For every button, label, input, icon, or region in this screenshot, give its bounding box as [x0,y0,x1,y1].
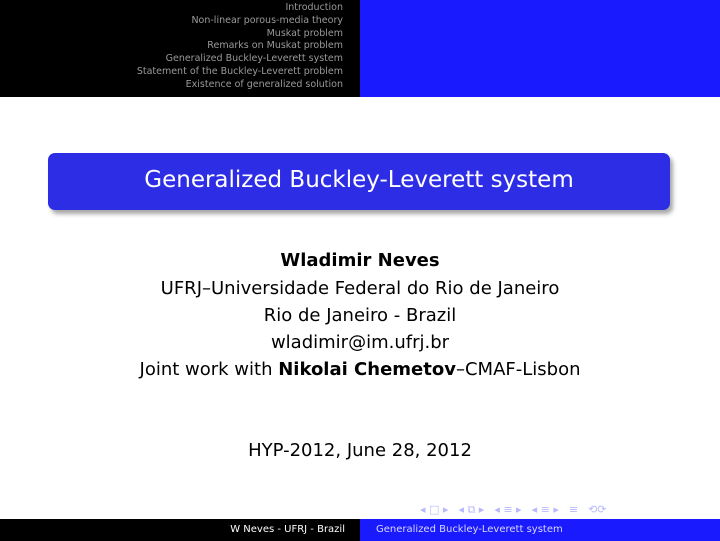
nav-item-muskat[interactable]: Muskat problem [266,27,343,39]
email: wladimir@im.ufrj.br [270,332,450,353]
nav-outline-icon[interactable]: ≡ [568,503,579,516]
footer-title-bar [360,519,720,541]
header-subsection-bar [360,0,720,97]
event-date: HYP-2012, June 28, 2012 [248,440,472,461]
location: Rio de Janeiro - Brazil [263,305,457,326]
footer-author-bar [0,519,360,541]
nav-item-buckley-leverett[interactable]: Generalized Buckley-Leverett system [165,53,343,65]
coauthor-name: Nikolai Chemetov [278,359,456,380]
nav-back-forward-icon[interactable]: ⟲⟳ [588,503,607,516]
beamer-navigation-symbols [420,503,607,517]
section-nav-list [137,2,343,92]
nav-section-icon[interactable]: ◂ ≡ ▸ [494,503,522,516]
joint-work-line [0,359,720,380]
coauthor-affiliation: –CMAF-Lisbon [455,359,581,380]
slide-title: Generalized Buckley-Leverett system [144,167,574,193]
nav-item-porous-media[interactable]: Non-linear porous-media theory [191,14,343,26]
nav-item-statement[interactable]: Statement of the Buckley-Leverett problem [136,65,343,77]
nav-item-existence[interactable]: Existence of generalized solution [185,78,343,90]
nav-subsection-icon[interactable]: ◂ ⧉ ▸ [458,503,485,516]
title-box [48,153,670,210]
footer-author: W Neves - UFRJ - Brazil [230,524,345,535]
footer-title: Generalized Buckley-Leverett system [376,524,563,535]
header-section-navigation [0,0,360,97]
nav-item-introduction[interactable]: Introduction [285,2,343,13]
affiliation: UFRJ–Universidade Federal do Rio de Janeiro [160,278,560,299]
author-name: Wladimir Neves [280,250,440,271]
joint-work-prefix: Joint work with [139,359,279,380]
nav-frame-icon[interactable]: ◂ □ ▸ [420,503,449,516]
nav-document-icon[interactable]: ◂ ≡ ▸ [531,503,559,516]
nav-item-remarks-muskat[interactable]: Remarks on Muskat problem [207,40,343,52]
